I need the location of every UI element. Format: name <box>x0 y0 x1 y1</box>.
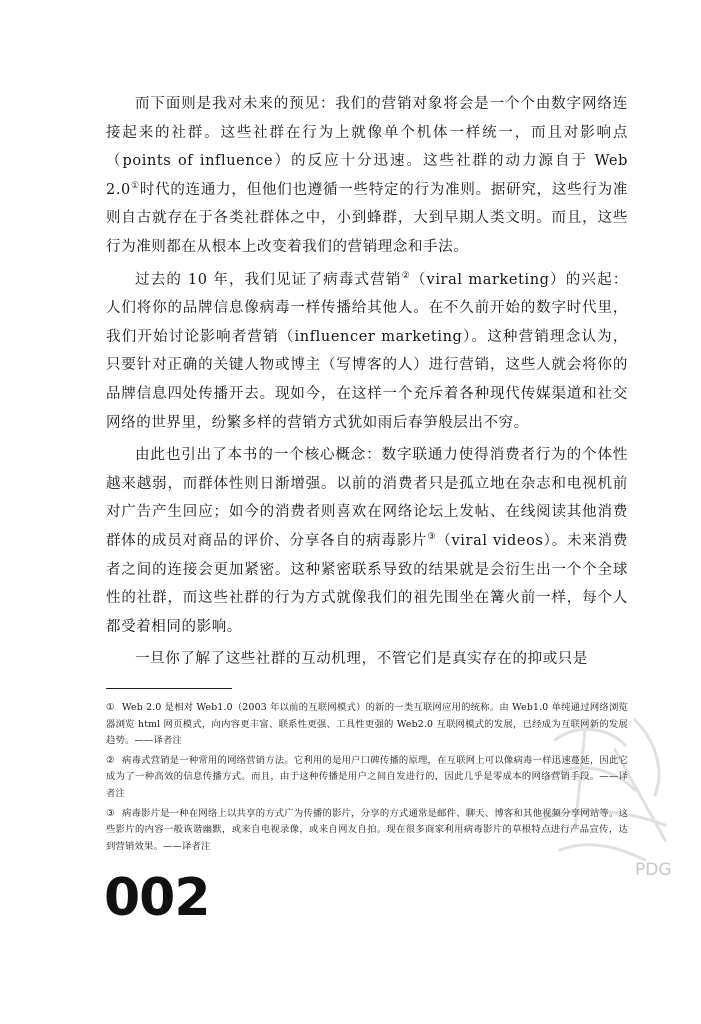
paragraph-1: 而下面则是我对未来的预见：我们的营销对象将会是一个个由数字网络连接起来的社群。这些社群在行为上就像单个机体一样统一，而且对影响点（points of influence）的反应十分迅速。这些社群的动力源自于 Web 2.0①时代的连通力，但他们也遵循一些特定的行为准则。据研究，这些行为准则自古就存在于各类社群体之中，小到蜂群，大到早期人类文明。而且，这些行为准则都在从根本上改变着我们的营销理念和手法。 <box>106 96 629 255</box>
footnote-divider <box>106 688 232 689</box>
watermark-stamp <box>515 700 701 910</box>
paragraph-2: 过去的 10 年，我们见证了病毒式营销②（viral marketing）的兴起：人们将你的品牌信息像病毒一样传播给其他人。在不久前开始的数字时代里，我们开始讨论影响者营销（influencer marketing）。这种营销理念认为，只要针对正确的关键人物或博主（写博客的人）进行营销，这些人就会将你的品牌信息四处传播开去。现如今，在这样一个充斥着各种现代传媒渠道和社交网络的世界里，纷繁多样的营销方式犹如雨后春笋般层出不穷。 <box>106 270 628 431</box>
page-number: 002 <box>104 868 210 928</box>
footnote-ref-2: ② <box>401 270 411 281</box>
footnote-1: ① Web 2.0 是相对 Web1.0（2003 年以前的互联网模式）的新的一类互联网应用的统称。由 Web1.0 单纯通过网络浏览器浏览 html 网页模式，向内容更丰富、联系性更强、工具性更强的 Web2.0 互联网模式的发展，已经成为互联网新的发展趋势。——译者注 <box>106 702 628 747</box>
footnote-2: ② 病毒式营销是一种常用的网络营销方法。它利用的是用户口碑传播的原理，在互联网上可以像病毒一样迅速蔓延，因此它成为了一种高效的信息传播方式。而且，由于这种传播是用户之间自发进行的，因此几乎是零成本的网络营销手段。——译者注 <box>106 754 628 799</box>
body-text <box>106 90 628 678</box>
paragraph-4: 一旦你了解了这些社群的互动机理，不管它们是真实存在的抑或只是 <box>135 651 588 668</box>
footnote-3: ③ 病毒影片是一种在网络上以共享的方式广为传播的影片，分享的方式通常是邮件、聊天、博客和其他视频分享网站等。这些影片的内容一般诙谐幽默，或来自电视录像，或来自网友自拍。现在很多商家利用病毒影片的草根特点进行产品宣传，达到营销效果。——译者注 <box>106 807 628 852</box>
paragraph-3: 由此也引出了本书的一个核心概念：数字联通力使得消费者行为的个体性越来越弱，而群体性则日渐增强。以前的消费者只是孤立地在杂志和电视机前对广告产生回应；如今的消费者则喜欢在网络论坛上发帖、在线阅读其他消费群体的成员对商品的评价、分享各自的病毒影片③（viral videos）。未来消费者之间的连接会更加紧密。这种紧密联系导致的结果就是会衍生出一个个全球性的社群，而这些社群的行为方式就像我们的祖先围坐在篝火前一样，每个人都受着相同的影响。 <box>106 447 628 635</box>
footnote-ref-3: ③ <box>427 531 437 542</box>
svg-text:PDG: PDG <box>635 860 672 880</box>
footnote-ref-1: ① <box>130 180 140 191</box>
